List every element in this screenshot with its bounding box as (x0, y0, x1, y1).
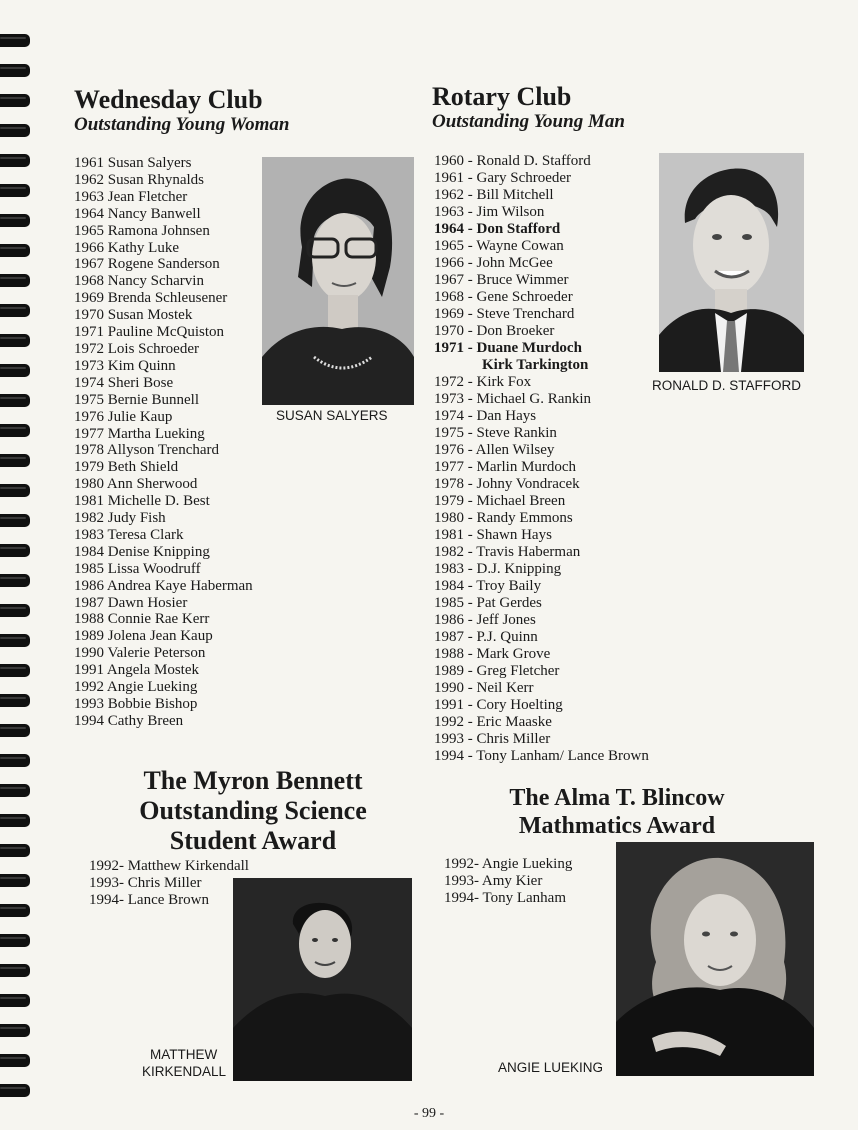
list-item: 1976 - Allen Wilsey (434, 442, 555, 458)
list-item: 1977 Martha Lueking (74, 425, 205, 442)
binding-ring (0, 94, 30, 107)
list-item: 1975 Bernie Bunnell (74, 391, 199, 408)
binding-ring (0, 124, 30, 137)
list-item: 1974 - Dan Hays (434, 408, 537, 424)
binding-ring (0, 1054, 30, 1067)
myron-winners-list (89, 858, 249, 909)
list-item: 1994- Lance Brown (89, 892, 209, 908)
list-item: 1988 - Mark Grove (434, 646, 551, 662)
list-item: 1963 Jean Fletcher (74, 188, 188, 205)
list-item: 1960 - Ronald D. Stafford (434, 153, 591, 169)
binding-ring (0, 364, 30, 377)
list-item: 1968 Nancy Scharvin (74, 273, 204, 290)
list-item: 1985 Lissa Woodruff (74, 560, 201, 577)
wednesday-club-title: Wednesday Club (74, 85, 263, 114)
portrait-photo-matthew-kirkendall (233, 878, 412, 1081)
list-item: 1994- Tony Lanham (444, 890, 566, 906)
list-item: 1972 Lois Schroeder (74, 340, 199, 357)
list-item: 1992- Angie Lueking (444, 856, 573, 872)
wednesday-club-subtitle: Outstanding Young Woman (74, 114, 290, 135)
list-item: 1978 - Johny Vondracek (434, 476, 580, 492)
page-number: - 99 - (413, 1106, 445, 1121)
alma-winners-list (444, 856, 572, 907)
photo-caption: KIRKENDALL (142, 1064, 227, 1079)
photo-caption: ANGIE LUEKING (498, 1060, 604, 1075)
binding-ring (0, 784, 30, 797)
list-item: 1990 - Neil Kerr (434, 680, 534, 696)
list-item: 1976 Julie Kaup (74, 408, 173, 425)
list-item: 1966 Kathy Luke (74, 239, 179, 256)
list-item: 1961 Susan Salyers (74, 155, 192, 171)
list-item: 1993 Bobbie Bishop (74, 696, 198, 712)
list-item: 1992 Angie Lueking (74, 679, 198, 696)
award-title-line: The Alma T. Blincow (509, 785, 725, 811)
list-item: 1970 Susan Mostek (74, 307, 193, 324)
list-item: 1963 - Jim Wilson (434, 204, 545, 220)
list-item: 1961 - Gary Schroeder (434, 170, 572, 186)
binding-ring (0, 844, 30, 857)
list-item: 1983 Teresa Clark (74, 526, 184, 543)
list-item: 1962 Susan Rhynalds (74, 171, 205, 188)
list-item: 1965 Ramona Johnsen (74, 222, 210, 239)
photo-caption: RONALD D. STAFFORD (652, 378, 802, 393)
list-item: 1971 - Duane Murdoch (434, 340, 582, 356)
list-item: 1967 Rogene Sanderson (74, 256, 220, 273)
list-item: 1986 - Jeff Jones (434, 612, 536, 628)
list-item: 1964 Nancy Banwell (74, 205, 201, 222)
portrait-photo-susan-salyers (262, 157, 414, 405)
list-item: 1973 Kim Quinn (74, 357, 176, 374)
list-item: 1981 - Shawn Hays (434, 527, 552, 543)
rotary-club-subtitle: Outstanding Young Man (432, 111, 625, 132)
list-item: 1986 Andrea Kaye Haberman (74, 577, 253, 594)
binding-ring (0, 514, 30, 527)
list-item: 1983 - D.J. Knipping (434, 561, 562, 577)
list-item: 1991 - Cory Hoelting (434, 697, 563, 713)
list-item: 1987 - P.J. Quinn (434, 629, 538, 645)
spiral-binding (0, 0, 34, 1130)
binding-ring (0, 1084, 30, 1097)
binding-ring (0, 154, 30, 167)
binding-ring (0, 694, 30, 707)
list-item: 1971 Pauline McQuiston (74, 324, 224, 341)
portrait-photo-ronald-stafford (659, 153, 804, 372)
binding-ring (0, 1024, 30, 1037)
binding-ring (0, 394, 30, 407)
list-item: 1969 Brenda Schleusener (74, 290, 228, 307)
binding-ring (0, 634, 30, 647)
list-item: 1988 Connie Rae Kerr (74, 611, 210, 628)
binding-ring (0, 604, 30, 617)
list-item: 1964 - Don Stafford (434, 221, 561, 237)
binding-ring (0, 244, 30, 257)
binding-ring (0, 424, 30, 437)
list-item: 1962 - Bill Mitchell (434, 187, 554, 203)
award-title-line: Mathmatics Award (518, 813, 716, 839)
binding-ring (0, 664, 30, 677)
list-item: 1981 Michelle D. Best (74, 493, 210, 510)
binding-ring (0, 874, 30, 887)
list-item: 1975 - Steve Rankin (434, 425, 557, 441)
list-item: 1993- Chris Miller (89, 875, 202, 891)
award-title-line: Student Award (169, 826, 337, 855)
list-item: 1982 Judy Fish (74, 510, 166, 527)
binding-ring (0, 754, 30, 767)
binding-ring (0, 544, 30, 557)
photo-caption: SUSAN SALYERS (276, 408, 388, 423)
list-item: 1973 - Michael G. Rankin (434, 391, 592, 407)
list-item: 1978 Allyson Trenchard (74, 442, 220, 459)
binding-ring (0, 904, 30, 917)
binding-ring (0, 934, 30, 947)
list-item: 1979 - Michael Breen (434, 493, 566, 509)
photo-caption: MATTHEW (150, 1047, 218, 1062)
list-item: 1974 Sheri Bose (74, 374, 174, 391)
list-item: 1990 Valerie Peterson (74, 645, 206, 662)
binding-ring (0, 994, 30, 1007)
list-item: 1969 - Steve Trenchard (434, 306, 575, 322)
list-item: 1993- Amy Kier (444, 873, 543, 889)
binding-ring (0, 454, 30, 467)
binding-ring (0, 34, 30, 47)
list-item: 1980 Ann Sherwood (74, 476, 198, 493)
list-item: 1992 - Eric Maaske (434, 714, 552, 730)
list-item: 1967 - Bruce Wimmer (434, 272, 569, 288)
list-item: 1970 - Don Broeker (434, 323, 555, 339)
list-item: 1989 - Greg Fletcher (434, 663, 560, 679)
list-item: 1991 Angela Mostek (74, 662, 199, 679)
list-item: 1992- Matthew Kirkendall (89, 858, 249, 874)
list-item: 1972 - Kirk Fox (434, 374, 532, 390)
list-item: 1987 Dawn Hosier (74, 594, 188, 611)
list-item: 1985 - Pat Gerdes (434, 595, 542, 611)
binding-ring (0, 64, 30, 77)
list-item: 1979 Beth Shield (74, 459, 179, 476)
rotary-winners-list (434, 153, 649, 765)
list-item: 1994 Cathy Breen (74, 712, 184, 729)
list-item: 1965 - Wayne Cowan (434, 238, 564, 254)
binding-ring (0, 574, 30, 587)
list-item: 1984 - Troy Baily (434, 578, 542, 594)
binding-ring (0, 214, 30, 227)
list-item: 1977 - Marlin Murdoch (434, 459, 577, 475)
myron-bennett-award-title (100, 766, 406, 856)
list-item: Kirk Tarkington (482, 357, 589, 373)
list-item: 1994 - Tony Lanham/ Lance Brown (434, 748, 649, 764)
award-title-line: The Myron Bennett (143, 766, 363, 795)
list-item: 1968 - Gene Schroeder (434, 289, 573, 305)
portrait-photo-angie-lueking (616, 842, 814, 1076)
binding-ring (0, 814, 30, 827)
binding-ring (0, 484, 30, 497)
list-item: 1984 Denise Knipping (74, 543, 210, 560)
binding-ring (0, 334, 30, 347)
list-item: 1993 - Chris Miller (434, 731, 551, 747)
binding-ring (0, 274, 30, 287)
list-item: 1966 - John McGee (434, 255, 553, 271)
list-item: 1980 - Randy Emmons (434, 510, 573, 526)
list-item: 1989 Jolena Jean Kaup (74, 628, 213, 645)
binding-ring (0, 304, 30, 317)
rotary-club-title: Rotary Club (432, 82, 572, 111)
award-title-line: Outstanding Science (139, 796, 367, 825)
wednesday-winners-list (74, 155, 253, 730)
list-item: 1982 - Travis Haberman (434, 544, 581, 560)
binding-ring (0, 184, 30, 197)
binding-ring (0, 964, 30, 977)
binding-ring (0, 724, 30, 737)
alma-blincow-award-title (470, 784, 764, 840)
